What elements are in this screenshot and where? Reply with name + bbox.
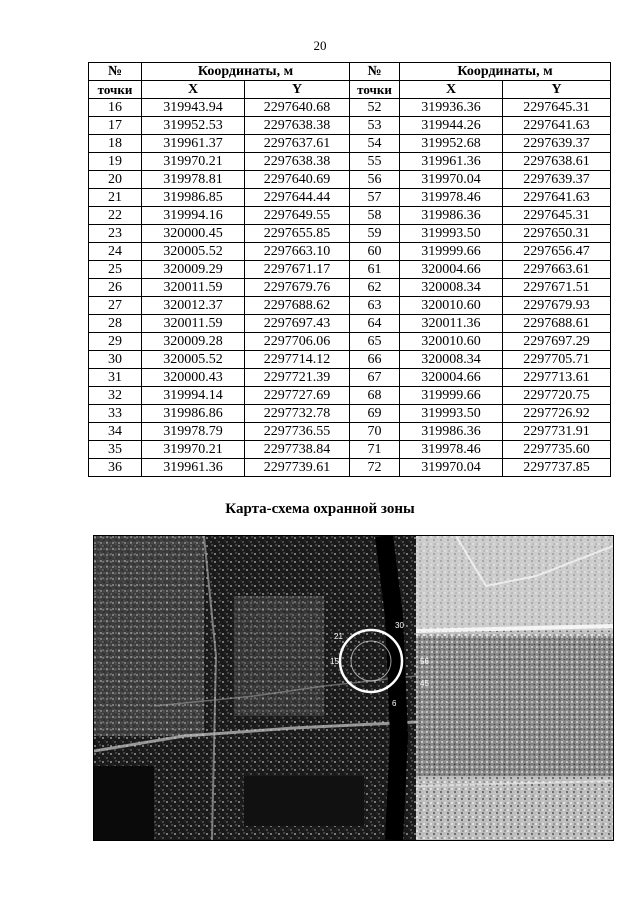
coordinates-table	[88, 62, 611, 477]
table-cell-x2: 320008.34	[400, 279, 503, 297]
table-cell-y2: 2297720.75	[503, 387, 611, 405]
table-row	[89, 459, 611, 477]
table-cell-x1: 319970.21	[142, 153, 245, 171]
header-x-2: X	[400, 81, 503, 99]
table-cell-n2: 57	[350, 189, 400, 207]
table-cell-n2: 69	[350, 405, 400, 423]
table-cell-n1: 20	[89, 171, 142, 189]
table-cell-n1: 33	[89, 405, 142, 423]
table-cell-n2: 60	[350, 243, 400, 261]
table-cell-y2: 2297638.61	[503, 153, 611, 171]
table-cell-y1: 2297732.78	[245, 405, 350, 423]
table-cell-x1: 319961.36	[142, 459, 245, 477]
table-row	[89, 423, 611, 441]
table-cell-n2: 66	[350, 351, 400, 369]
table-row	[89, 261, 611, 279]
map-image	[93, 535, 614, 841]
table-cell-y1: 2297736.55	[245, 423, 350, 441]
table-cell-y2: 2297639.37	[503, 171, 611, 189]
table-row	[89, 315, 611, 333]
table-cell-y2: 2297726.92	[503, 405, 611, 423]
table-cell-x2: 319986.36	[400, 207, 503, 225]
table-cell-x2: 319970.04	[400, 459, 503, 477]
table-cell-n1: 25	[89, 261, 142, 279]
header-y-2: Y	[503, 81, 611, 99]
table-cell-y1: 2297663.10	[245, 243, 350, 261]
table-row	[89, 99, 611, 117]
table-cell-n1: 29	[89, 333, 142, 351]
table-cell-n1: 24	[89, 243, 142, 261]
header-num-top: №	[89, 63, 142, 81]
table-cell-x1: 320000.45	[142, 225, 245, 243]
table-row	[89, 225, 611, 243]
table-cell-n2: 59	[350, 225, 400, 243]
table-cell-n2: 70	[350, 423, 400, 441]
table-cell-n2: 62	[350, 279, 400, 297]
table-cell-n2: 58	[350, 207, 400, 225]
table-cell-x1: 319961.37	[142, 135, 245, 153]
table-cell-x2: 320004.66	[400, 369, 503, 387]
table-cell-y1: 2297738.84	[245, 441, 350, 459]
table-cell-x1: 320012.37	[142, 297, 245, 315]
table-cell-x2: 319999.66	[400, 387, 503, 405]
table-cell-x1: 319986.86	[142, 405, 245, 423]
satellite-map-dark	[94, 536, 416, 840]
table-cell-y2: 2297735.60	[503, 441, 611, 459]
table-cell-y2: 2297688.61	[503, 315, 611, 333]
table-cell-y1: 2297644.44	[245, 189, 350, 207]
table-cell-x1: 320011.59	[142, 279, 245, 297]
table-cell-x1: 320000.43	[142, 369, 245, 387]
table-cell-y1: 2297739.61	[245, 459, 350, 477]
table-header-row-bottom	[89, 81, 611, 99]
table-cell-x1: 319994.16	[142, 207, 245, 225]
table-cell-n1: 27	[89, 297, 142, 315]
table-cell-n1: 16	[89, 99, 142, 117]
table-cell-y2: 2297705.71	[503, 351, 611, 369]
table-cell-y2: 2297713.61	[503, 369, 611, 387]
table-cell-x1: 320009.28	[142, 333, 245, 351]
table-row	[89, 405, 611, 423]
table-cell-x1: 319952.53	[142, 117, 245, 135]
table-cell-x1: 320005.52	[142, 243, 245, 261]
table-cell-y1: 2297671.17	[245, 261, 350, 279]
header-num-bottom-2: точки	[350, 81, 400, 99]
table-cell-n1: 26	[89, 279, 142, 297]
table-cell-x2: 319986.36	[400, 423, 503, 441]
header-num-top-2: №	[350, 63, 400, 81]
table-cell-n2: 67	[350, 369, 400, 387]
table-cell-n1: 36	[89, 459, 142, 477]
table-cell-x1: 319994.14	[142, 387, 245, 405]
table-cell-x2: 320004.66	[400, 261, 503, 279]
table-cell-x2: 320011.36	[400, 315, 503, 333]
table-row	[89, 153, 611, 171]
table-row	[89, 207, 611, 225]
header-y: Y	[245, 81, 350, 99]
table-cell-x1: 319986.85	[142, 189, 245, 207]
table-cell-x1: 320005.52	[142, 351, 245, 369]
table-cell-y1: 2297721.39	[245, 369, 350, 387]
table-cell-n1: 34	[89, 423, 142, 441]
table-cell-n1: 21	[89, 189, 142, 207]
table-cell-n2: 68	[350, 387, 400, 405]
table-row	[89, 135, 611, 153]
table-cell-y1: 2297640.69	[245, 171, 350, 189]
table-cell-n2: 52	[350, 99, 400, 117]
table-cell-y2: 2297656.47	[503, 243, 611, 261]
table-cell-n1: 31	[89, 369, 142, 387]
table-row	[89, 333, 611, 351]
table-row	[89, 243, 611, 261]
table-cell-x2: 320010.60	[400, 333, 503, 351]
map-label-6: 6	[392, 699, 397, 708]
table-cell-x2: 319978.46	[400, 441, 503, 459]
table-cell-x1: 320011.59	[142, 315, 245, 333]
table-cell-y1: 2297714.12	[245, 351, 350, 369]
table-row	[89, 297, 611, 315]
table-cell-n2: 63	[350, 297, 400, 315]
satellite-map-light	[416, 536, 613, 840]
table-row	[89, 351, 611, 369]
table-cell-n2: 56	[350, 171, 400, 189]
table-cell-y1: 2297640.68	[245, 99, 350, 117]
table-row	[89, 117, 611, 135]
table-cell-x2: 320010.60	[400, 297, 503, 315]
table-cell-x2: 319952.68	[400, 135, 503, 153]
table-cell-y1: 2297655.85	[245, 225, 350, 243]
table-cell-y1: 2297706.06	[245, 333, 350, 351]
table-cell-x1: 319970.21	[142, 441, 245, 459]
table-cell-n1: 35	[89, 441, 142, 459]
map-label-56: 56	[420, 657, 429, 666]
table-cell-y1: 2297697.43	[245, 315, 350, 333]
table-cell-x1: 319943.94	[142, 99, 245, 117]
table-cell-n2: 64	[350, 315, 400, 333]
table-cell-x1: 319978.81	[142, 171, 245, 189]
table-cell-n2: 65	[350, 333, 400, 351]
table-cell-n1: 19	[89, 153, 142, 171]
table-cell-n1: 32	[89, 387, 142, 405]
table-cell-y2: 2297663.61	[503, 261, 611, 279]
map-label-21: 21	[334, 632, 343, 641]
table-cell-y2: 2297641.63	[503, 189, 611, 207]
table-cell-x2: 319993.50	[400, 405, 503, 423]
table-cell-y1: 2297638.38	[245, 117, 350, 135]
table-cell-y2: 2297645.31	[503, 207, 611, 225]
header-coords: Координаты, м	[142, 63, 350, 81]
table-cell-y2: 2297639.37	[503, 135, 611, 153]
map-label-30: 30	[395, 621, 404, 630]
table-row	[89, 189, 611, 207]
table-cell-y1: 2297637.61	[245, 135, 350, 153]
table-cell-y1: 2297638.38	[245, 153, 350, 171]
table-cell-x2: 319961.36	[400, 153, 503, 171]
table-cell-y2: 2297697.29	[503, 333, 611, 351]
table-header-row-top	[89, 63, 611, 81]
table-cell-n2: 61	[350, 261, 400, 279]
table-cell-y2: 2297679.93	[503, 297, 611, 315]
table-cell-x1: 319978.79	[142, 423, 245, 441]
table-cell-y1: 2297688.62	[245, 297, 350, 315]
table-cell-n2: 55	[350, 153, 400, 171]
table-cell-n1: 23	[89, 225, 142, 243]
table-cell-x2: 319999.66	[400, 243, 503, 261]
map-label-45: 45	[420, 679, 429, 688]
table-row	[89, 369, 611, 387]
table-cell-x2: 319936.36	[400, 99, 503, 117]
map-title: Карта-схема охранной зоны	[225, 501, 415, 517]
table-cell-y1: 2297727.69	[245, 387, 350, 405]
table-cell-y1: 2297679.76	[245, 279, 350, 297]
table-cell-x2: 320008.34	[400, 351, 503, 369]
table-cell-y2: 2297671.51	[503, 279, 611, 297]
header-num-bottom: точки	[89, 81, 142, 99]
table-cell-y2: 2297731.91	[503, 423, 611, 441]
table-row	[89, 441, 611, 459]
page-number: 20	[313, 38, 327, 53]
table-cell-y1: 2297649.55	[245, 207, 350, 225]
table-cell-n2: 71	[350, 441, 400, 459]
table-row	[89, 171, 611, 189]
table-cell-x2: 319970.04	[400, 171, 503, 189]
table-body	[89, 99, 611, 477]
table-cell-x2: 319978.46	[400, 189, 503, 207]
table-row	[89, 279, 611, 297]
table-cell-x2: 319944.26	[400, 117, 503, 135]
map-label-15: 15	[330, 657, 339, 666]
table-cell-n1: 17	[89, 117, 142, 135]
table-cell-n2: 53	[350, 117, 400, 135]
table-cell-n1: 22	[89, 207, 142, 225]
table-row	[89, 387, 611, 405]
table-cell-x1: 320009.29	[142, 261, 245, 279]
table-cell-x2: 319993.50	[400, 225, 503, 243]
table-cell-n1: 18	[89, 135, 142, 153]
table-cell-y2: 2297650.31	[503, 225, 611, 243]
table-cell-y2: 2297645.31	[503, 99, 611, 117]
header-coords-2: Координаты, м	[400, 63, 611, 81]
table-cell-n1: 30	[89, 351, 142, 369]
table-cell-n2: 72	[350, 459, 400, 477]
header-x: X	[142, 81, 245, 99]
table-cell-n1: 28	[89, 315, 142, 333]
table-cell-y2: 2297737.85	[503, 459, 611, 477]
table-cell-y2: 2297641.63	[503, 117, 611, 135]
table-cell-n2: 54	[350, 135, 400, 153]
